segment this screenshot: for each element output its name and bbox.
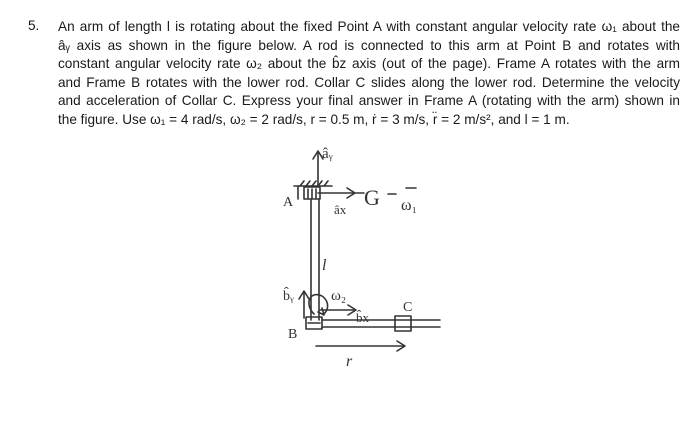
question-line-6: the figure. Use ω₁ = 4 rad/s, ω₂ = 2 rad/s, r = 0.5 m, ṙ = 3 m/s, r̈ = 2 m/s², and l = 1 m.: [58, 111, 570, 127]
label-bx: b̂x: [356, 310, 369, 325]
question-number: 5.: [28, 18, 40, 33]
question-line-4: and Frame B rotates with the lower rod. Collar C slides along the lower rod. Determine the velocity: [58, 74, 680, 90]
label-l: l: [322, 257, 327, 274]
label-ax: âx: [334, 202, 347, 217]
collar-C: [395, 316, 411, 331]
question-line-3: constant angular velocity rate ω₂ about the b̂z axis (out of the page). Frame A rotates with the arm: [58, 56, 680, 72]
label-ay: âᵧ: [322, 146, 333, 162]
label-by: b̂ᵧ: [283, 289, 294, 304]
vertical-arm: [311, 199, 319, 320]
by-axis-arrow: [299, 291, 309, 318]
label-C: C: [403, 300, 413, 315]
ax-axis-arrow: [318, 188, 355, 198]
label-omega1: ω₁: [401, 197, 418, 214]
question-line-2: âᵧ axis as shown in the figure below. A rod is connected to this arm at Point B and rotates with: [58, 37, 680, 53]
lower-rod: [322, 320, 440, 327]
question-line-5: and acceleration of Collar C. Express your final answer in Frame A (rotating with the arm) shown in: [58, 93, 680, 109]
omega1-annotation: [356, 185, 417, 214]
label-A: A: [283, 195, 294, 210]
label-G: G: [364, 185, 380, 210]
label-B: B: [288, 327, 298, 342]
label-r: r: [346, 353, 353, 370]
fixed-support-A: [294, 181, 332, 199]
r-dimension-arrow: [316, 341, 405, 351]
question-line-1: An arm of length l is rotating about the fixed Point A with constant angular velocity rate ω₁ about the: [58, 19, 680, 34]
label-omega2: ω₂: [331, 288, 347, 304]
